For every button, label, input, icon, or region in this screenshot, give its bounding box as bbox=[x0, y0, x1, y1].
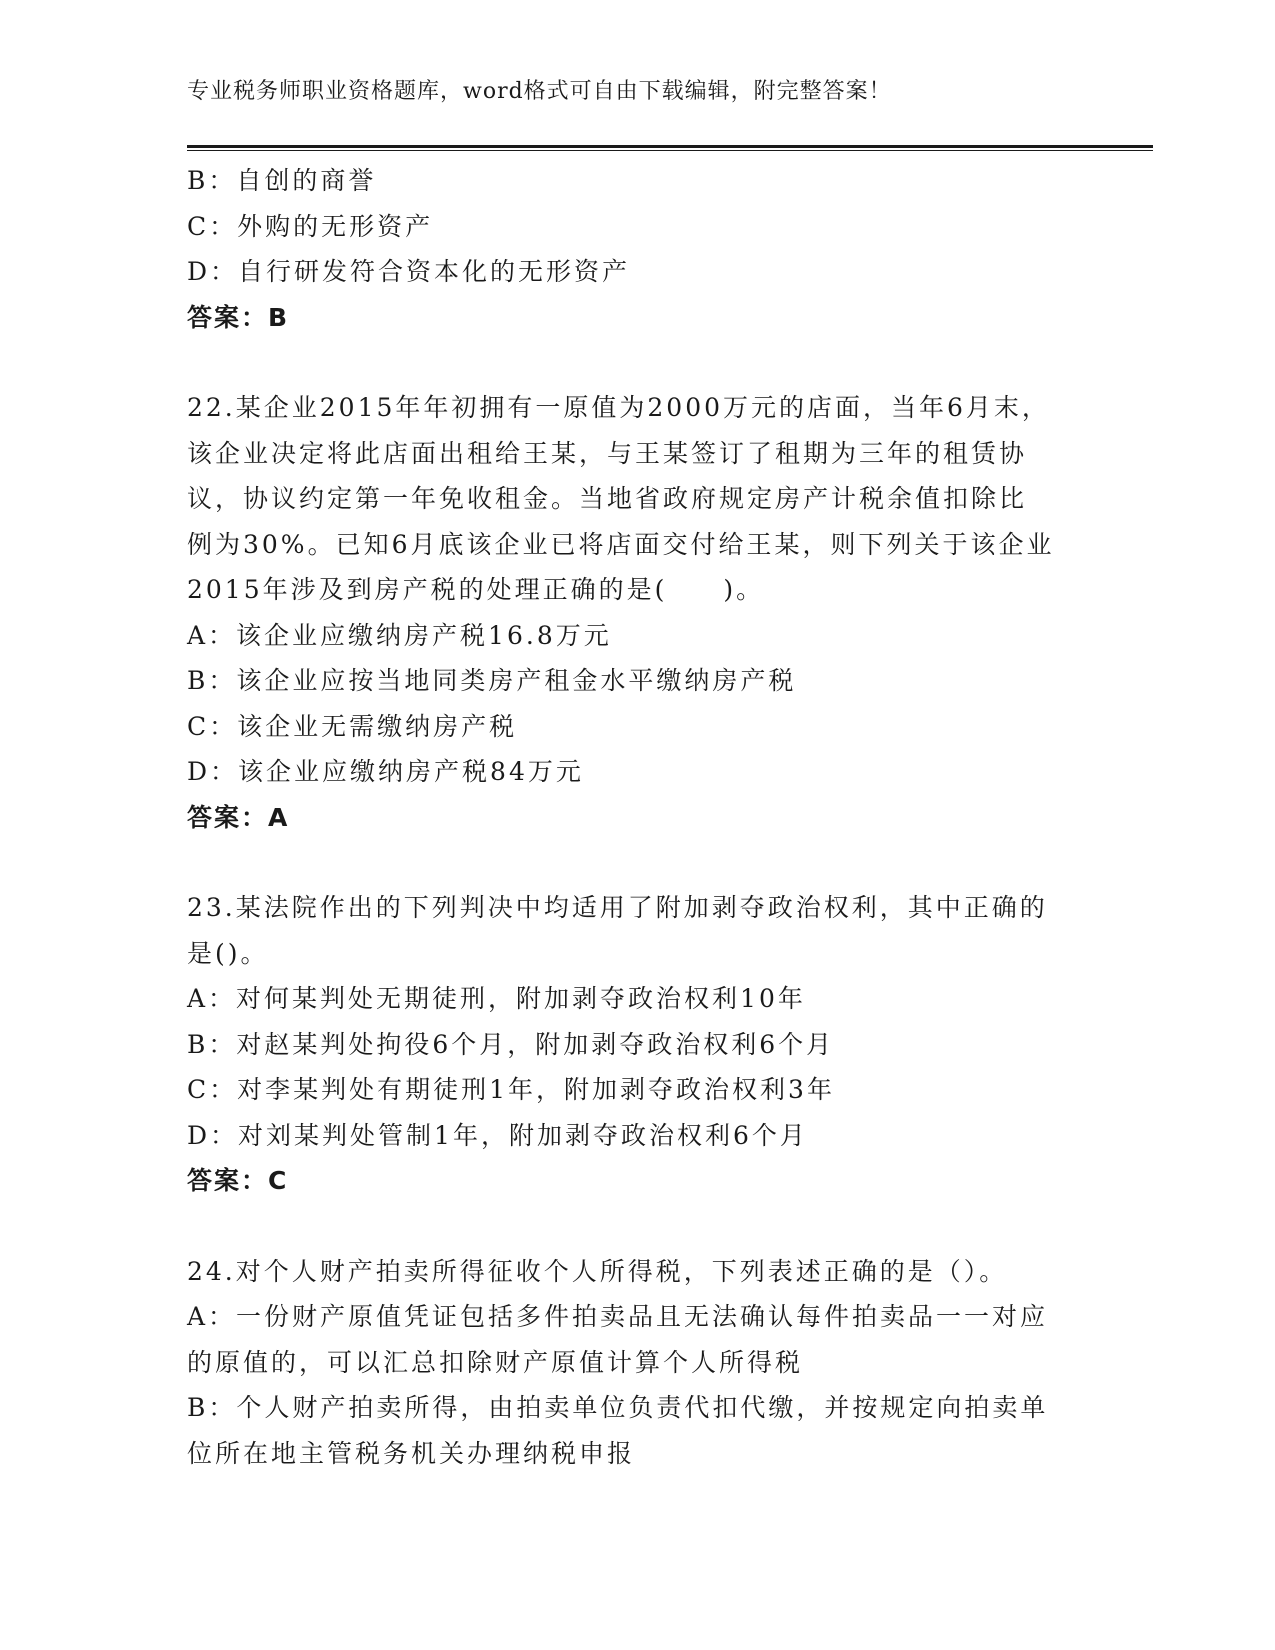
question-content bbox=[187, 158, 1087, 1476]
option-d: D：自行研发符合资本化的无形资产 bbox=[187, 257, 631, 286]
option-a-continued: 的原值的，可以汇总扣除财产原值计算个人所得税 bbox=[187, 1347, 804, 1377]
question-22 bbox=[187, 385, 1087, 840]
question-text-line: 23.某法院作出的下列判决中均适用了附加剥夺政治权利，其中正确的 bbox=[187, 893, 1048, 922]
option-c: C：该企业无需缴纳房产税 bbox=[187, 711, 518, 741]
question-21-tail bbox=[187, 158, 1087, 340]
option-d: D：对刘某判处管制1年，附加剥夺政治权利6个月 bbox=[187, 1120, 808, 1150]
question-text-line: 24.对个人财产拍卖所得征收个人所得税，下列表述正确的是（）。 bbox=[187, 1256, 1008, 1286]
answer: 答案：C bbox=[187, 1166, 289, 1195]
option-b: B：对赵某判处拘役6个月，附加剥夺政治权利6个月 bbox=[187, 1029, 835, 1059]
question-text-line: 议，协议约定第一年免收租金。当地省政府规定房产计税余值扣除比 bbox=[187, 484, 1028, 513]
spacer bbox=[187, 1204, 1087, 1249]
question-24 bbox=[187, 1249, 1087, 1477]
spacer bbox=[187, 840, 1087, 885]
question-text-line: 例为30%。已知6月底该企业已将店面交付给王某，则下列关于该企业 bbox=[187, 529, 1055, 559]
answer: 答案：A bbox=[187, 802, 290, 832]
answer: 答案：B bbox=[187, 302, 290, 332]
header-rule-thick bbox=[187, 145, 1153, 148]
spacer bbox=[187, 340, 1087, 385]
option-a: A：该企业应缴纳房产税16.8万元 bbox=[187, 620, 612, 650]
option-b: B：该企业应按当地同类房产租金水平缴纳房产税 bbox=[187, 666, 797, 695]
question-text-line: 该企业决定将此店面出租给王某，与王某签订了租期为三年的租赁协 bbox=[187, 438, 1028, 468]
option-a: A：对何某判处无期徒刑，附加剥夺政治权利10年 bbox=[187, 984, 806, 1013]
option-b-continued: 位所在地主管税务机关办理纳税申报 bbox=[187, 1438, 636, 1468]
question-text-line: 是()。 bbox=[187, 938, 269, 968]
option-c: C：外购的无形资产 bbox=[187, 211, 434, 241]
option-b: B：个人财产拍卖所得，由拍卖单位负责代扣代缴，并按规定向拍卖单 bbox=[187, 1393, 1049, 1422]
option-c: C：对李某判处有期徒刑1年，附加剥夺政治权利3年 bbox=[187, 1075, 835, 1104]
option-a: A：一份财产原值凭证包括多件拍卖品且无法确认每件拍卖品一一对应 bbox=[187, 1302, 1049, 1331]
option-d: D：该企业应缴纳房产税84万元 bbox=[187, 757, 584, 786]
option-b: B：自创的商誉 bbox=[187, 166, 377, 195]
question-23 bbox=[187, 885, 1087, 1204]
question-text-line: 2015年涉及到房产税的处理正确的是( )。 bbox=[187, 575, 765, 604]
header-rule-thin bbox=[187, 150, 1153, 151]
page-header: 专业税务师职业资格题库，word格式可自由下载编辑，附完整答案！ bbox=[187, 79, 892, 104]
question-text-line: 22.某企业2015年年初拥有一原值为2000万元的店面，当年6月末， bbox=[187, 393, 1050, 422]
